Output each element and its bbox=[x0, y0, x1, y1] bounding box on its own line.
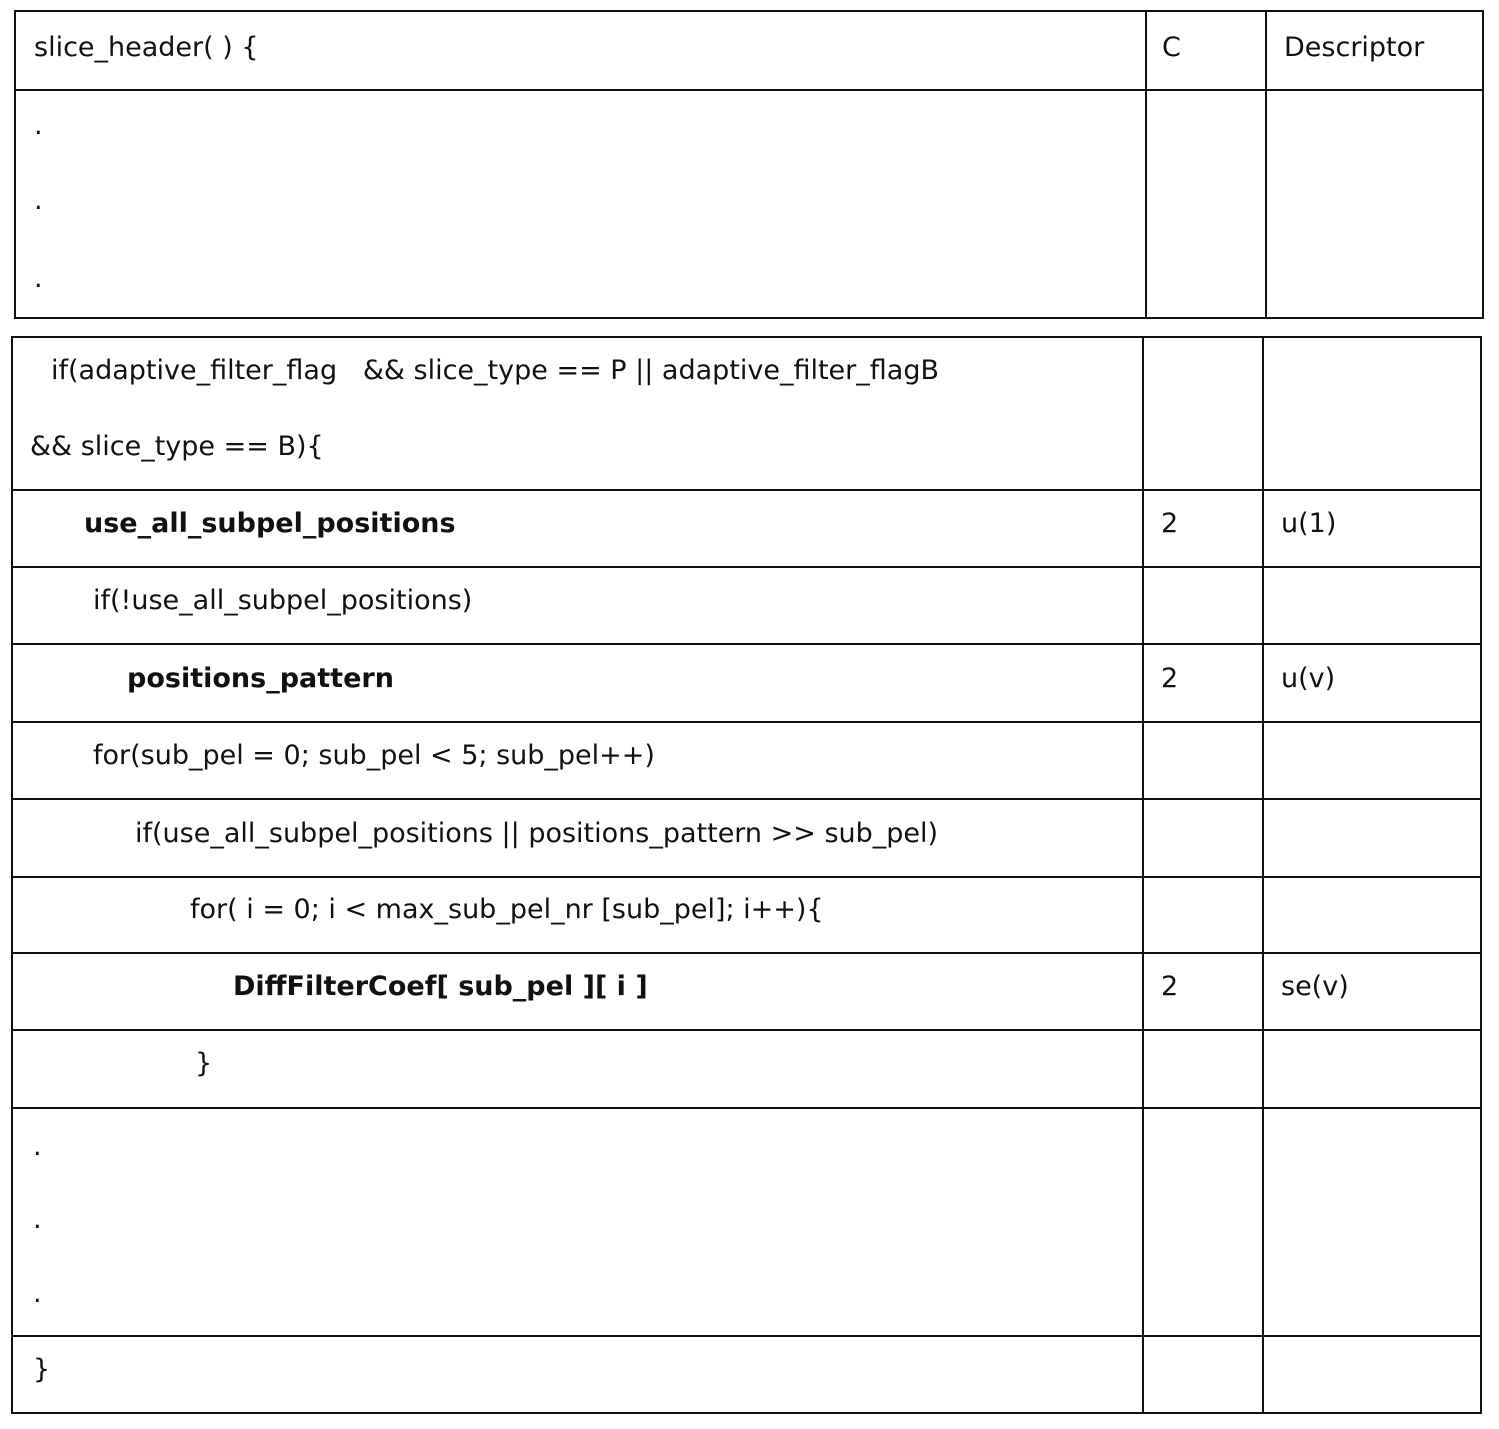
syntax-statement: for(sub_pel = 0; sub_pel < 5; sub_pel++) bbox=[93, 740, 655, 772]
closing-brace: } bbox=[195, 1048, 212, 1080]
closing-brace: } bbox=[33, 1354, 50, 1386]
descriptor: u(1) bbox=[1281, 508, 1336, 540]
ellipsis-dot: . bbox=[34, 185, 43, 217]
ellipsis-dot: . bbox=[34, 110, 43, 142]
ellipsis-dot: . bbox=[33, 1131, 42, 1163]
category: 2 bbox=[1161, 663, 1178, 695]
row-divider bbox=[13, 643, 1480, 645]
syntax-header: slice_header( ) { bbox=[34, 32, 259, 64]
syntax-statement: if(use_all_subpel_positions || positions_pattern >> sub_pel) bbox=[135, 818, 938, 850]
syntax-if-adaptive-filter-line1: if(adaptive_filter_flag && slice_type == P || adaptive_filter_flagB bbox=[51, 355, 939, 387]
ellipsis-dot: . bbox=[33, 1204, 42, 1236]
column-divider bbox=[1265, 12, 1267, 317]
row-divider bbox=[13, 1029, 1480, 1031]
syntax-statement: for( i = 0; i < max_sub_pel_nr [sub_pel]; i++){ bbox=[190, 894, 824, 926]
row-divider bbox=[16, 89, 1482, 91]
column-divider bbox=[1145, 12, 1147, 317]
syntax-element: use_all_subpel_positions bbox=[84, 508, 456, 540]
column-divider bbox=[1262, 338, 1264, 1412]
syntax-element: DiffFilterCoef[ sub_pel ][ i ] bbox=[233, 971, 648, 1003]
category: 2 bbox=[1161, 508, 1178, 540]
descriptor: u(v) bbox=[1281, 663, 1335, 695]
ellipsis-dot: . bbox=[34, 263, 43, 295]
row-divider bbox=[13, 489, 1480, 491]
syntax-if-adaptive-filter-line2: && slice_type == B){ bbox=[30, 431, 324, 463]
descriptor-header: Descriptor bbox=[1284, 32, 1424, 64]
row-divider bbox=[13, 721, 1480, 723]
c-header: C bbox=[1162, 32, 1181, 64]
syntax-statement: if(!use_all_subpel_positions) bbox=[93, 585, 472, 617]
row-divider bbox=[13, 1107, 1480, 1109]
column-divider bbox=[1142, 338, 1144, 1412]
row-divider bbox=[13, 952, 1480, 954]
syntax-element: positions_pattern bbox=[127, 663, 394, 695]
row-divider bbox=[13, 876, 1480, 878]
slice-header-table-top bbox=[14, 10, 1484, 319]
row-divider bbox=[13, 566, 1480, 568]
row-divider bbox=[13, 798, 1480, 800]
category: 2 bbox=[1161, 971, 1178, 1003]
descriptor: se(v) bbox=[1281, 971, 1349, 1003]
row-divider bbox=[13, 1335, 1480, 1337]
slice-header-table-bottom bbox=[11, 336, 1482, 1414]
ellipsis-dot: . bbox=[33, 1278, 42, 1310]
